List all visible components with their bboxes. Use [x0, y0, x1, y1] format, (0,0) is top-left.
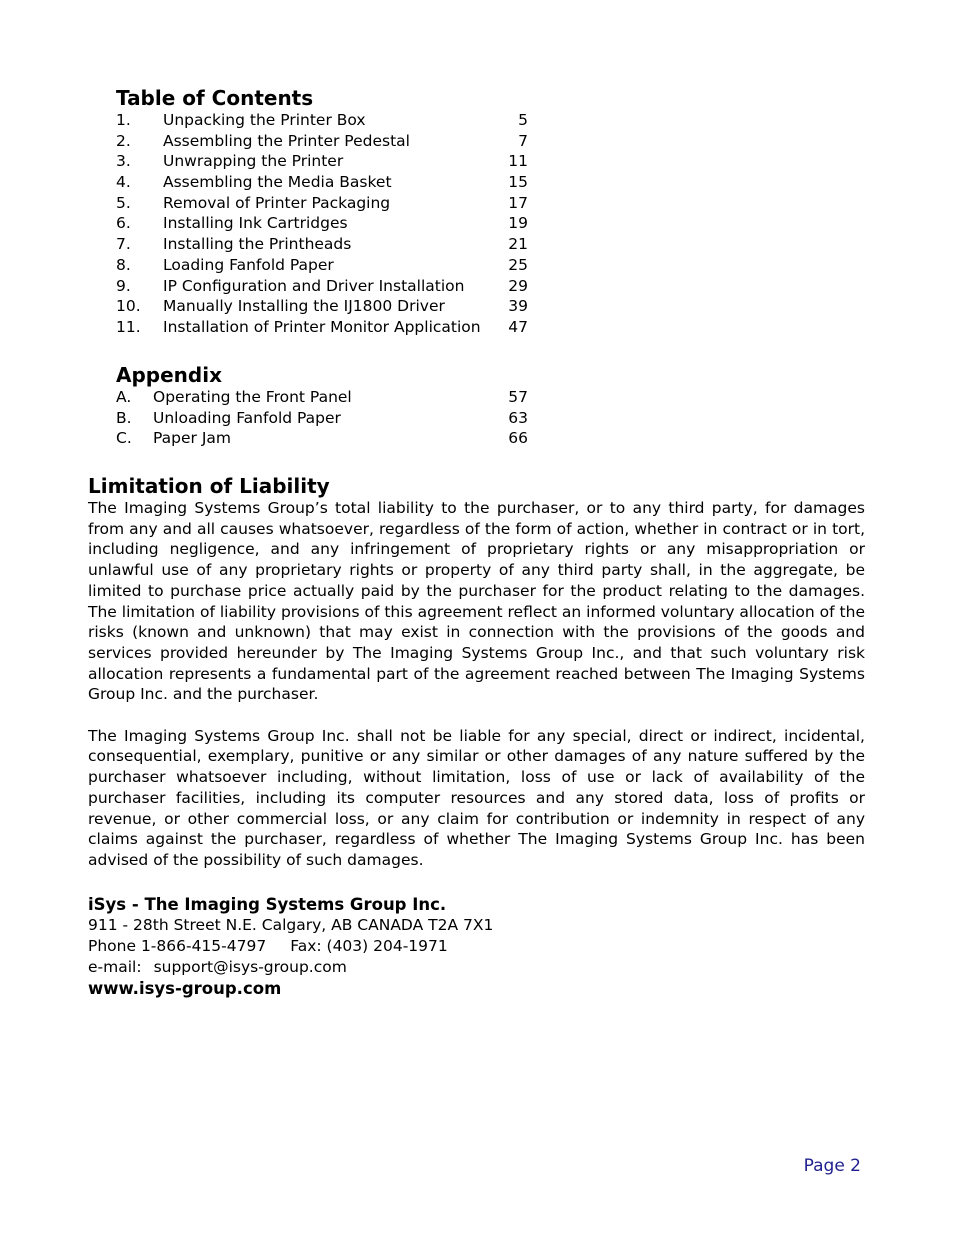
toc-item: [116, 172, 546, 193]
toc-item: [116, 234, 546, 255]
toc-item-page: 7: [518, 131, 528, 150]
appendix-item-page: 63: [508, 408, 528, 427]
toc-item-title: Loading Fanfold Paper: [163, 255, 334, 274]
toc-item-page: 29: [508, 276, 528, 295]
toc-item-title: Unpacking the Printer Box: [163, 111, 366, 129]
toc-item-title: Installation of Printer Monitor Application: [163, 317, 481, 336]
toc-item-title: Manually Installing the IJ1800 Driver: [163, 297, 445, 316]
toc-item-number: 1.: [116, 111, 131, 129]
toc-item-page: 17: [508, 193, 528, 212]
toc-item-title: IP Configuration and Driver Installation: [163, 276, 465, 295]
toc-item: [116, 110, 546, 131]
company-email-line: [88, 957, 865, 978]
toc-item: [116, 317, 546, 338]
appendix-item-page: 57: [508, 388, 528, 406]
appendix-item-title: Operating the Front Panel: [153, 388, 352, 406]
appendix-item-letter: A.: [116, 388, 132, 406]
toc-heading: Table of Contents: [116, 86, 314, 110]
toc-item-title: Removal of Printer Packaging: [163, 193, 391, 212]
appendix-item: [116, 408, 546, 429]
liability-paragraph-2: The Imaging Systems Group Inc. shall not be liable for any special, direct or indirect, incidental, consequential, exemplary, punitive or any similar or other damages of any nature suffered by the purchaser whatsoever including, without limitation, loss of use or lack of availability of the purchaser facilities, including its computer resources and any stored data, loss of profits or revenue, or other commercial loss, or any claim for contribution or indemnity in respect of any claims against the purchaser, regardless of whether The Imaging Systems Group Inc. has been advised of the possibility of such damages.: [88, 726, 865, 869]
toc-item-page: 25: [508, 255, 528, 274]
toc-item: [116, 151, 546, 172]
liability-section: [88, 474, 865, 871]
liability-paragraph-1: The Imaging Systems Group’s total liability to the purchaser, or to any third party, for damages from any and all causes whatsoever, regardless of the form of action, whether in contract or in tort, including negligence, and any infringement of proprietary rights or any misappropriation or unlawful use of any proprietary rights or property of any third party shall, in the aggregate, be limited to purchase price actually paid by the purchaser for the product relating to the damages. The limitation of liability provisions of this agreement reflect an informed voluntary allocation of the risks (known and unknown) that may exist in connection with the provisions of the goods and services provided hereunder by The Imaging Systems Group Inc., and that such voluntary risk allocation represents a fundamental part of the agreement reached between The Imaging Systems Group Inc. and the purchaser.: [88, 499, 865, 704]
toc-item-number: 4.: [116, 173, 131, 192]
appendix-item: [116, 428, 546, 449]
toc-item: [116, 131, 546, 152]
toc-item-page: 19: [508, 214, 528, 233]
toc-item: [116, 276, 546, 297]
liability-heading: Limitation of Liability: [88, 474, 330, 498]
email-label: e-mail:: [88, 958, 142, 976]
company-email[interactable]: support@isys-group.com: [153, 958, 347, 976]
toc-item-number: 2.: [116, 131, 131, 150]
appendix-item-page: 66: [508, 429, 528, 448]
company-name: iSys - The Imaging Systems Group Inc.: [88, 895, 447, 914]
toc-item-number: 3.: [116, 152, 131, 171]
company-contact: [88, 894, 865, 999]
toc-item-title: Unwrapping the Printer: [163, 152, 344, 171]
toc-item-number: 7.: [116, 235, 131, 254]
toc-item-page: 47: [508, 317, 528, 336]
toc-item-title: Assembling the Media Basket: [163, 173, 392, 192]
appendix-item-title: Paper Jam: [153, 429, 231, 448]
toc-item-number: 11.: [116, 317, 141, 336]
toc-item-number: 9.: [116, 276, 131, 295]
toc-item: [116, 296, 546, 317]
toc-item-number: 6.: [116, 214, 131, 233]
toc-item-title: Installing the Printheads: [163, 235, 352, 254]
toc-item-title: Installing Ink Cartridges: [163, 214, 348, 233]
toc-item: [116, 193, 546, 214]
company-address: 911 - 28th Street N.E. Calgary, AB CANADA T2A 7X1: [88, 916, 494, 934]
company-phone-fax: [88, 936, 865, 957]
toc-item-page: 15: [508, 173, 528, 192]
table-of-contents: [116, 86, 546, 338]
appendix-item-letter: C.: [116, 429, 132, 448]
toc-item-title: Assembling the Printer Pedestal: [163, 131, 410, 150]
toc-item-number: 5.: [116, 193, 131, 212]
toc-item-page: 11: [508, 152, 528, 171]
toc-item-page: 21: [508, 235, 528, 254]
appendix-heading: Appendix: [116, 363, 222, 387]
appendix: [116, 363, 546, 449]
toc-item: [116, 213, 546, 234]
toc-item-page: 39: [508, 297, 528, 316]
toc-item-number: 8.: [116, 255, 131, 274]
company-fax: Fax: (403) 204-1971: [290, 937, 448, 955]
company-phone: Phone 1-866-415-4797: [88, 937, 267, 955]
page-number: Page 2: [803, 1156, 861, 1176]
appendix-item-letter: B.: [116, 408, 132, 427]
appendix-item-title: Unloading Fanfold Paper: [153, 408, 341, 427]
toc-item-page: 5: [518, 111, 528, 129]
toc-item: [116, 255, 546, 276]
company-website[interactable]: www.isys-group.com: [88, 979, 282, 998]
appendix-item: [116, 387, 546, 408]
toc-item-number: 10.: [116, 297, 141, 316]
